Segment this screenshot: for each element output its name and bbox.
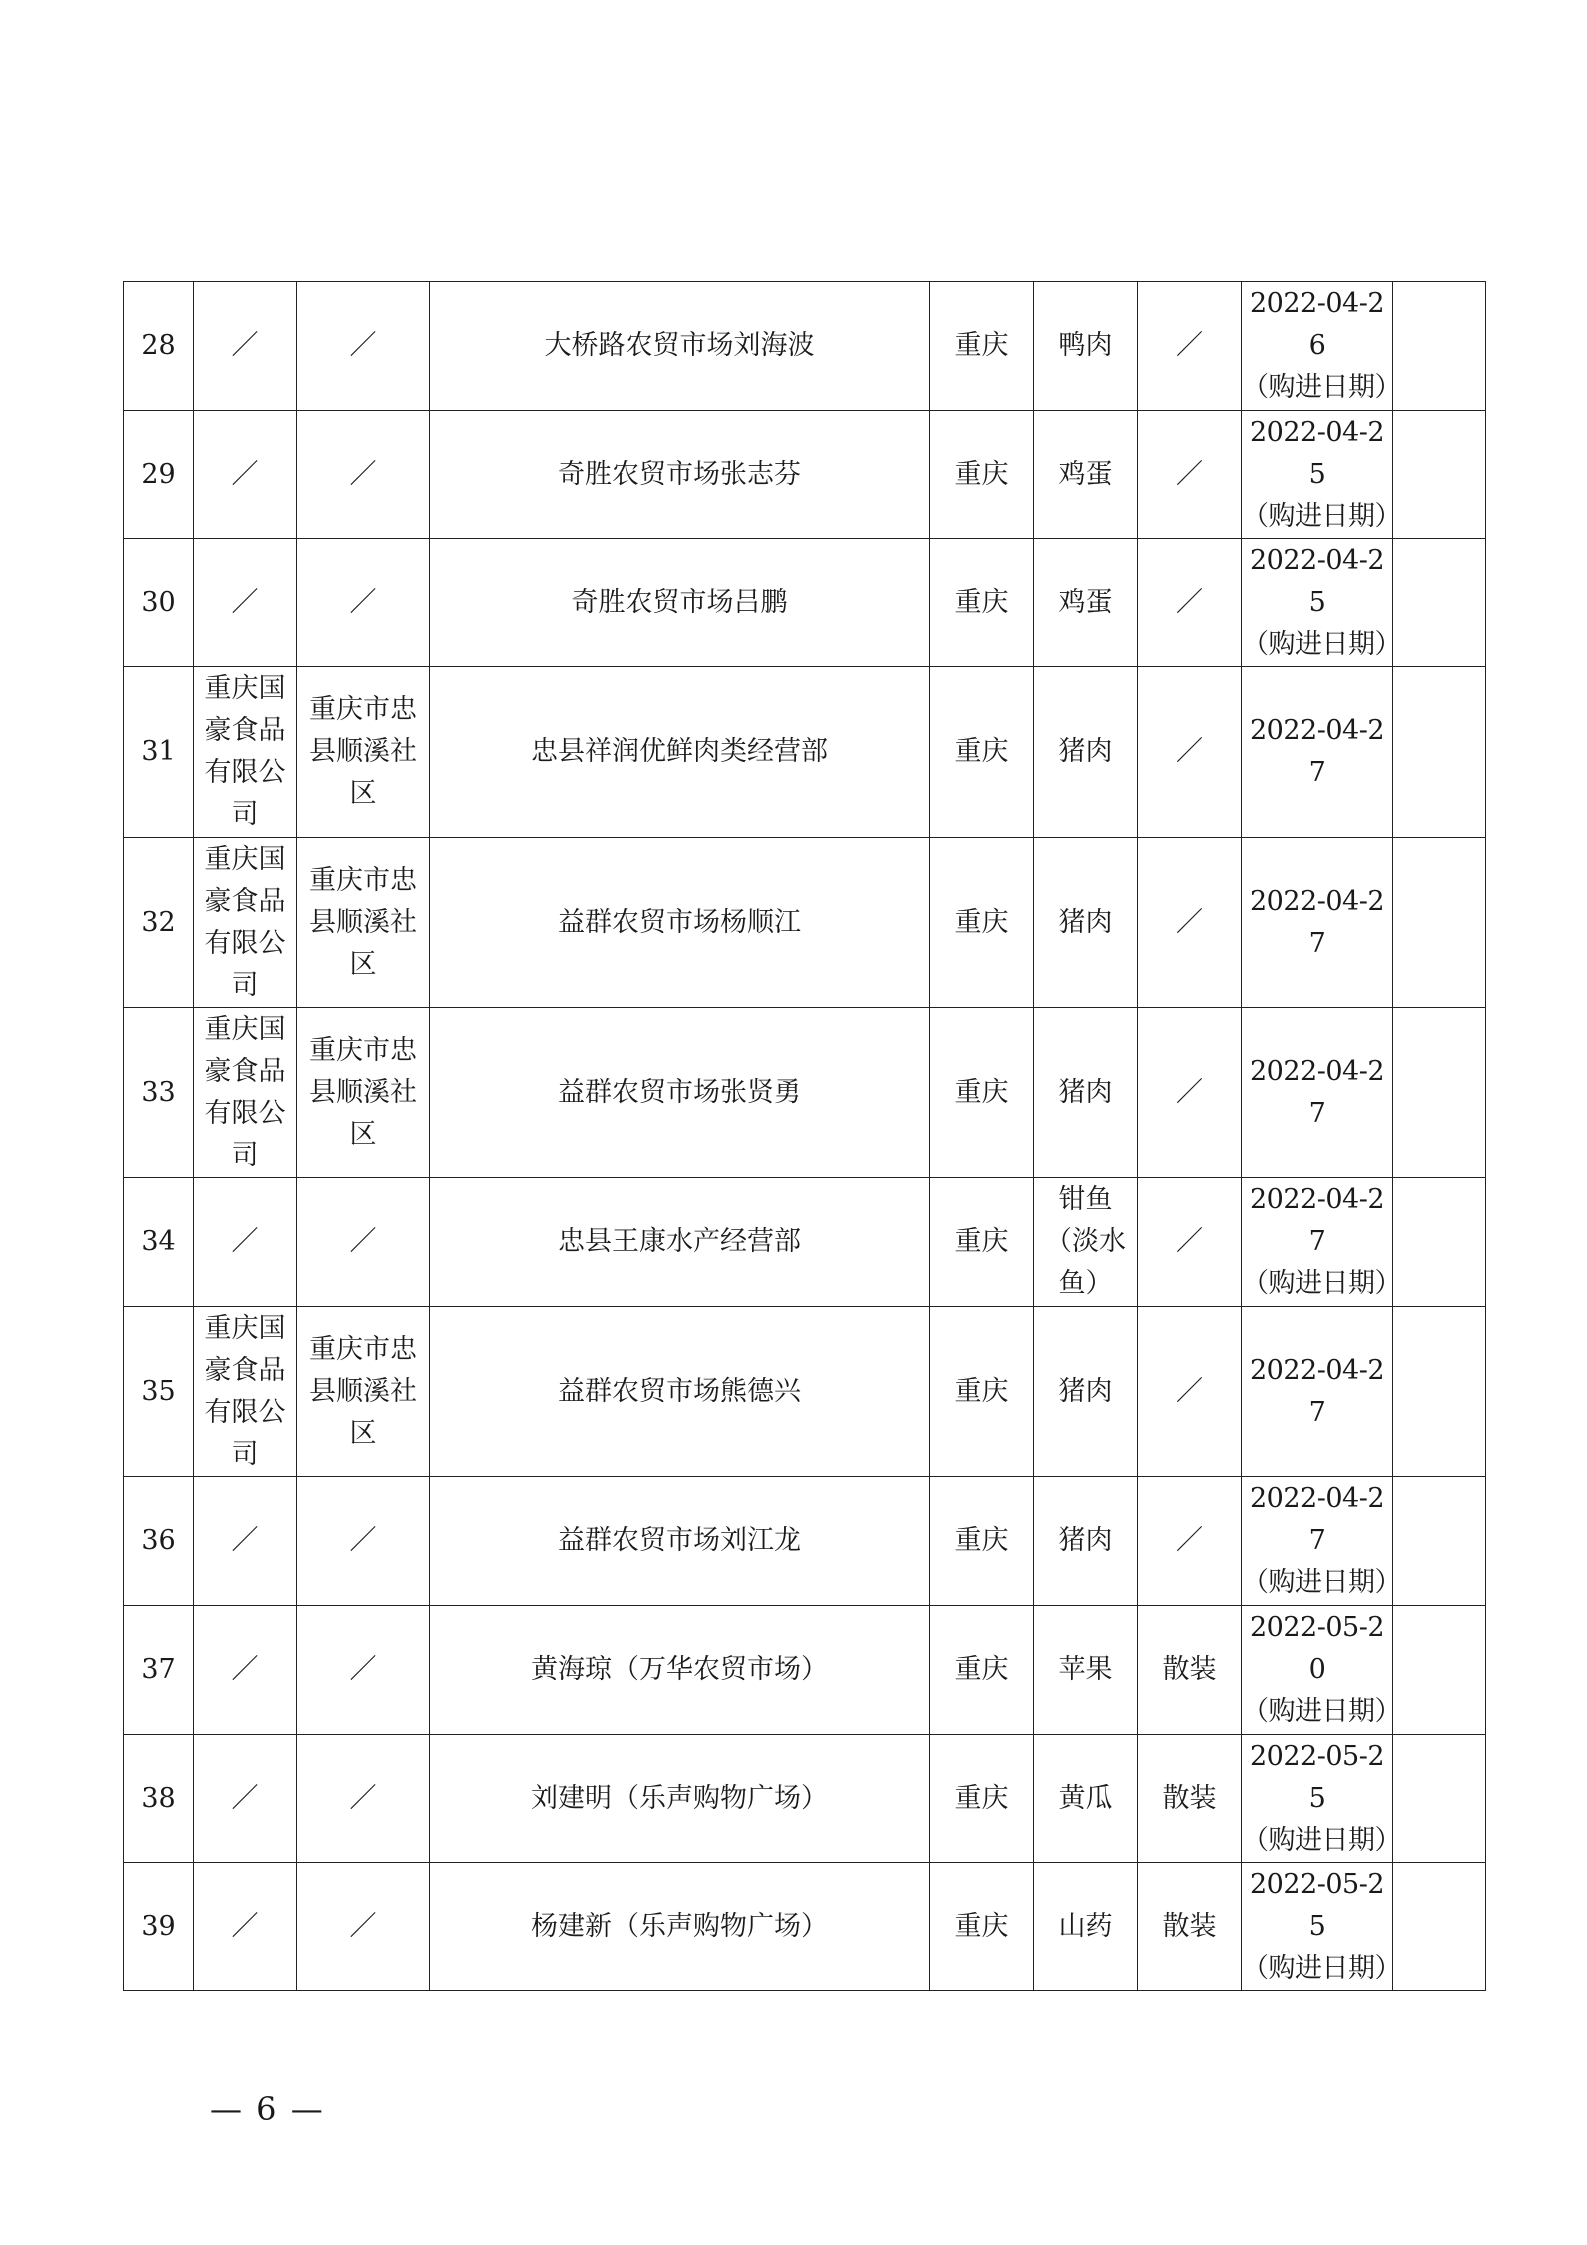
cell-date: [1242, 411, 1401, 539]
cell-producer: ／: [194, 1178, 297, 1307]
cell-extra: [1393, 1178, 1486, 1307]
cell-number: 30: [124, 539, 194, 667]
date-value: 2022-04-25: [1250, 544, 1384, 618]
date-note: （购进日期）: [1242, 1268, 1401, 1299]
cell-extra: [1393, 838, 1486, 1008]
date-value: 2022-04-25: [1250, 416, 1384, 490]
cell-spec: 散装: [1138, 1735, 1242, 1863]
cell-number: 28: [124, 282, 194, 411]
table-row: [124, 1735, 1486, 1863]
cell-producer: ／: [194, 1477, 297, 1606]
cell-producer-address: 重庆市忠县顺溪社区: [297, 1307, 430, 1477]
cell-producer-address: ／: [297, 1477, 430, 1606]
cell-producer: 重庆国豪食品有限公司: [194, 667, 297, 838]
table-row: [124, 411, 1486, 539]
table-row: [124, 1863, 1486, 1991]
date-note: （购进日期）: [1242, 500, 1401, 532]
cell-spec: ／: [1138, 838, 1242, 1008]
cell-seller: 益群农贸市场刘江龙: [430, 1477, 930, 1606]
date-value: 2022-04-27: [1250, 715, 1384, 788]
cell-producer-address: ／: [297, 282, 430, 411]
table-row: [124, 1606, 1486, 1735]
cell-spec: ／: [1138, 411, 1242, 539]
table-row: [124, 282, 1486, 411]
cell-extra: [1393, 1735, 1486, 1863]
date-value: 2022-05-25: [1250, 1740, 1384, 1814]
cell-producer: 重庆国豪食品有限公司: [194, 838, 297, 1008]
cell-region: 重庆: [930, 838, 1034, 1008]
cell-producer: 重庆国豪食品有限公司: [194, 1008, 297, 1178]
table-row: [124, 1307, 1486, 1477]
cell-producer: ／: [194, 1863, 297, 1991]
date-note: （购进日期）: [1242, 1567, 1401, 1598]
cell-producer-address: ／: [297, 1606, 430, 1735]
cell-spec: ／: [1138, 539, 1242, 667]
cell-spec: ／: [1138, 667, 1242, 838]
page-number: — 6 —: [210, 2090, 325, 2128]
cell-date: [1242, 1477, 1401, 1606]
cell-producer-address: ／: [297, 1735, 430, 1863]
cell-number: 35: [124, 1307, 194, 1477]
date-value: 2022-04-27: [1250, 1354, 1384, 1428]
cell-date: [1242, 1606, 1401, 1735]
cell-seller: 益群农贸市场熊德兴: [430, 1307, 930, 1477]
cell-seller: 奇胜农贸市场张志芬: [430, 411, 930, 539]
cell-product: 猪肉: [1034, 838, 1138, 1008]
cell-seller: 忠县王康水产经营部: [430, 1178, 930, 1307]
cell-producer-address: ／: [297, 1178, 430, 1307]
cell-date: [1242, 1008, 1393, 1178]
cell-date: [1242, 838, 1393, 1008]
cell-product: 山药: [1034, 1863, 1138, 1991]
cell-product: 猪肉: [1034, 1477, 1138, 1606]
cell-spec: 散装: [1138, 1863, 1242, 1991]
cell-region: 重庆: [930, 1008, 1034, 1178]
date-note: （购进日期）: [1242, 1696, 1401, 1727]
cell-extra: [1393, 539, 1486, 667]
cell-region: 重庆: [930, 282, 1034, 411]
cell-producer-address: 重庆市忠县顺溪社区: [297, 667, 430, 838]
cell-number: 33: [124, 1008, 194, 1178]
cell-date: [1242, 282, 1401, 411]
cell-seller: 奇胜农贸市场吕鹏: [430, 539, 930, 667]
cell-product: 鸡蛋: [1034, 539, 1138, 667]
cell-extra: [1393, 1606, 1486, 1735]
date-value: 2022-05-25: [1250, 1868, 1384, 1942]
cell-region: 重庆: [930, 1307, 1034, 1477]
cell-producer: ／: [194, 539, 297, 667]
cell-extra: [1393, 1477, 1486, 1606]
table-row: [124, 539, 1486, 667]
cell-region: 重庆: [930, 1606, 1034, 1735]
cell-producer: ／: [194, 282, 297, 411]
cell-date: [1242, 1307, 1393, 1477]
date-value: 2022-04-27: [1250, 1055, 1384, 1129]
cell-product: 猪肉: [1034, 667, 1138, 838]
table-row: [124, 1477, 1486, 1606]
cell-seller: 杨建新（乐声购物广场）: [430, 1863, 930, 1991]
cell-extra: [1393, 667, 1486, 838]
cell-product: 猪肉: [1034, 1307, 1138, 1477]
cell-seller: 忠县祥润优鲜肉类经营部: [430, 667, 930, 838]
cell-product: 黄瓜: [1034, 1735, 1138, 1863]
cell-spec: 散装: [1138, 1606, 1242, 1735]
cell-number: 38: [124, 1735, 194, 1863]
cell-seller: 益群农贸市场杨顺江: [430, 838, 930, 1008]
cell-product: 苹果: [1034, 1606, 1138, 1735]
date-value: 2022-04-27: [1250, 885, 1384, 959]
cell-seller: 黄海琼（万华农贸市场）: [430, 1606, 930, 1735]
cell-seller: 益群农贸市场张贤勇: [430, 1008, 930, 1178]
cell-product: 钳鱼（淡水鱼）: [1034, 1178, 1138, 1307]
cell-date: [1242, 1178, 1401, 1307]
cell-region: 重庆: [930, 1477, 1034, 1606]
cell-extra: [1393, 1307, 1486, 1477]
date-value: 2022-04-27: [1250, 1483, 1384, 1556]
cell-spec: ／: [1138, 1307, 1242, 1477]
cell-producer: ／: [194, 1735, 297, 1863]
date-note: （购进日期）: [1242, 628, 1401, 660]
date-note: （购进日期）: [1242, 1952, 1401, 1984]
cell-spec: ／: [1138, 1477, 1242, 1606]
cell-region: 重庆: [930, 1863, 1034, 1991]
cell-seller: 大桥路农贸市场刘海波: [430, 282, 930, 411]
cell-number: 37: [124, 1606, 194, 1735]
cell-extra: [1393, 411, 1486, 539]
cell-extra: [1393, 282, 1486, 411]
table-row: [124, 667, 1486, 838]
cell-region: 重庆: [930, 1178, 1034, 1307]
date-value: 2022-05-20: [1250, 1612, 1384, 1685]
cell-producer: ／: [194, 411, 297, 539]
table-row: [124, 1178, 1486, 1307]
table-row: [124, 838, 1486, 1008]
cell-number: 31: [124, 667, 194, 838]
cell-producer-address: 重庆市忠县顺溪社区: [297, 838, 430, 1008]
cell-producer-address: ／: [297, 411, 430, 539]
date-value: 2022-04-27: [1250, 1184, 1384, 1257]
cell-date: [1242, 1735, 1401, 1863]
cell-spec: ／: [1138, 1008, 1242, 1178]
sampling-results-table: [123, 281, 1486, 1991]
cell-producer: ／: [194, 1606, 297, 1735]
cell-region: 重庆: [930, 667, 1034, 838]
cell-producer-address: ／: [297, 539, 430, 667]
cell-number: 36: [124, 1477, 194, 1606]
cell-extra: [1393, 1863, 1486, 1991]
cell-product: 猪肉: [1034, 1008, 1138, 1178]
cell-spec: ／: [1138, 1178, 1242, 1307]
cell-extra: [1393, 1008, 1486, 1178]
cell-seller: 刘建明（乐声购物广场）: [430, 1735, 930, 1863]
cell-number: 39: [124, 1863, 194, 1991]
table-row: [124, 1008, 1486, 1178]
cell-producer-address: ／: [297, 1863, 430, 1991]
cell-number: 29: [124, 411, 194, 539]
cell-product: 鸡蛋: [1034, 411, 1138, 539]
cell-number: 32: [124, 838, 194, 1008]
cell-product: 鸭肉: [1034, 282, 1138, 411]
table-body: [124, 282, 1486, 1991]
date-note: （购进日期）: [1242, 372, 1401, 403]
cell-region: 重庆: [930, 1735, 1034, 1863]
date-value: 2022-04-26: [1250, 288, 1384, 361]
cell-producer-address: 重庆市忠县顺溪社区: [297, 1008, 430, 1178]
cell-date: [1242, 667, 1393, 838]
date-note: （购进日期）: [1242, 1824, 1401, 1856]
cell-producer: 重庆国豪食品有限公司: [194, 1307, 297, 1477]
cell-spec: ／: [1138, 282, 1242, 411]
cell-date: [1242, 1863, 1401, 1991]
cell-region: 重庆: [930, 411, 1034, 539]
cell-date: [1242, 539, 1401, 667]
cell-number: 34: [124, 1178, 194, 1307]
cell-region: 重庆: [930, 539, 1034, 667]
